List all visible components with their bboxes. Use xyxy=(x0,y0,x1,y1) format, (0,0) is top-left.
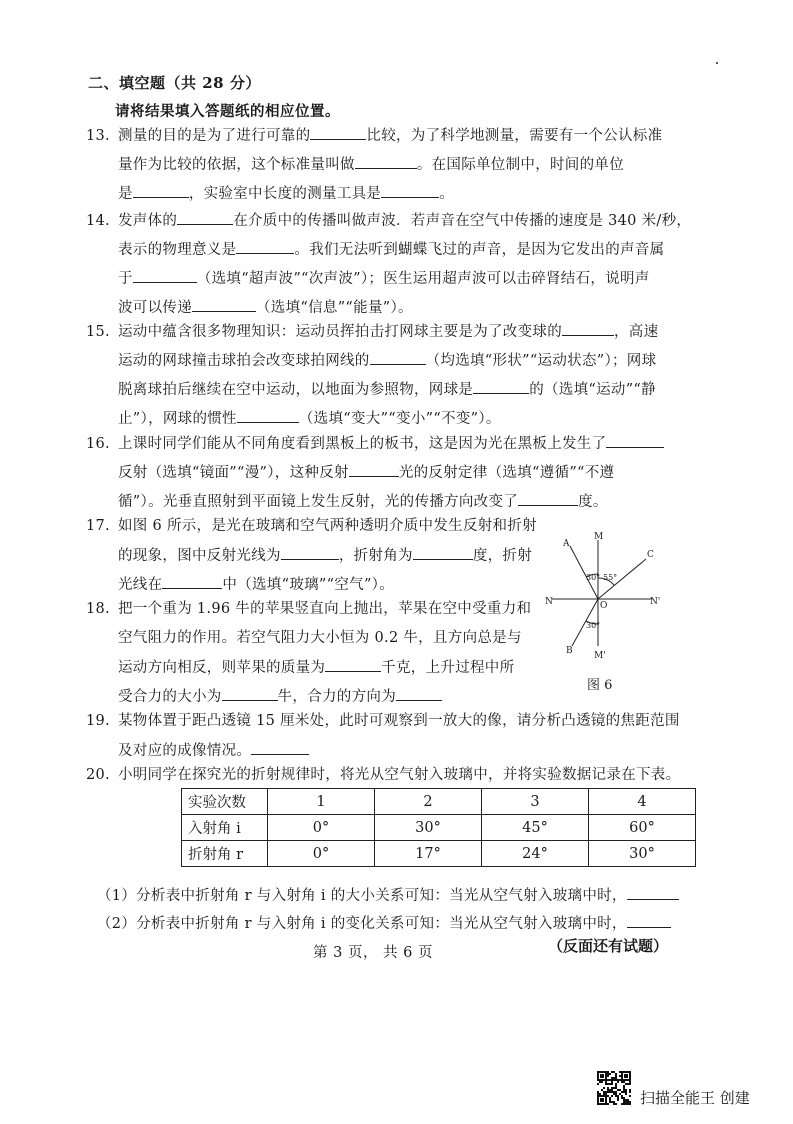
question-17 xyxy=(86,512,537,599)
question-text: 脱离球拍后继续在空中运动，以地面为参照物，网球是 xyxy=(118,382,474,398)
answer-blank xyxy=(396,682,442,701)
continued-note: （反面还有试题） xyxy=(548,937,669,955)
question-text: 运动的网球撞击球拍会改变球拍网线的 xyxy=(118,353,370,369)
question-text: （选填“超声波”“次声波”）；医生运用超声波可以击碎肾结石，说明声 xyxy=(196,271,650,287)
data-table xyxy=(181,788,696,867)
question-13 xyxy=(86,121,663,208)
table-row xyxy=(182,815,696,841)
qr-code-icon xyxy=(597,1071,631,1105)
question-line xyxy=(118,624,531,653)
answer-blank xyxy=(381,179,439,198)
question-text: 止”），网球的惯性 xyxy=(118,411,237,427)
answer-blank xyxy=(370,346,426,365)
scan-speck xyxy=(716,62,718,64)
answer-blank xyxy=(562,317,614,336)
sub-question-text: （1）分析表中折射角 r 与入射角 i 的大小关系可知：当光从空气射入玻璃中时， xyxy=(97,888,627,904)
question-text: ，高速 xyxy=(614,324,659,340)
question-line xyxy=(118,653,531,682)
page-number: 第 3 页， 共 6 页 xyxy=(313,945,433,961)
angle-label-3: 30° xyxy=(586,621,601,630)
question-number: 19. xyxy=(86,713,110,729)
figure-caption: 图 6 xyxy=(587,678,613,693)
question-number: 18. xyxy=(86,601,110,617)
answer-blank xyxy=(627,881,679,900)
question-text: 表示的物理意义是 xyxy=(118,242,237,258)
section-instruction: 请将结果填入答题纸的相应位置。 xyxy=(115,103,340,120)
question-number: 13. xyxy=(86,128,110,144)
answer-blank xyxy=(251,736,309,755)
answer-blank xyxy=(325,653,381,672)
question-text: 。 xyxy=(439,186,455,202)
question-text: 的（选填“运动”“静 xyxy=(529,382,656,398)
answer-blank xyxy=(355,150,417,169)
question-line xyxy=(118,541,537,570)
label-m-prime: M' xyxy=(594,651,606,661)
label-m: M xyxy=(594,532,604,542)
question-20 xyxy=(86,761,681,790)
question-text: 于 xyxy=(118,271,133,287)
table-cell: 3 xyxy=(482,789,589,815)
answer-blank xyxy=(627,909,671,928)
table-cell: 0° xyxy=(268,815,375,841)
question-line xyxy=(118,235,691,264)
question-line xyxy=(118,264,691,293)
answer-blank xyxy=(192,293,256,312)
question-text: 是 xyxy=(118,186,133,202)
question-line xyxy=(86,121,663,150)
label-c: C xyxy=(647,550,654,560)
question-line xyxy=(118,375,658,404)
table-row xyxy=(182,841,696,867)
question-text: 光线在 xyxy=(118,577,163,593)
answer-blank xyxy=(222,682,278,701)
table-cell: 1 xyxy=(268,789,375,815)
question-line xyxy=(86,512,537,541)
table-cell: 4 xyxy=(589,789,696,815)
answer-blank xyxy=(133,264,197,283)
question-text: 空气阻力的作用。若空气阻力大小恒为 0.2 牛，且方向总是与 xyxy=(118,630,522,646)
sub-question-2 xyxy=(97,909,671,938)
label-b: B xyxy=(566,646,573,656)
question-16 xyxy=(86,429,664,516)
question-text: 中（选填“玻璃”“空气”）。 xyxy=(222,577,395,593)
question-text: 牛，合力的方向为 xyxy=(277,689,397,705)
question-18 xyxy=(86,595,532,711)
label-o: O xyxy=(600,601,608,611)
answer-blank xyxy=(236,235,294,254)
table-cell: 24° xyxy=(482,841,589,867)
table-cell: 30° xyxy=(375,815,482,841)
table-row-header: 实验次数 xyxy=(182,789,268,815)
question-text: 如图 6 所示，是光在玻璃和空气两种透明介质中发生反射和折射 xyxy=(118,518,537,534)
question-text: 度，折射 xyxy=(472,548,533,564)
question-text: 。我们无法听到蝴蝶飞过的声音，是因为它发出的声音属 xyxy=(294,242,665,258)
answer-blank xyxy=(473,375,529,394)
question-number: 16. xyxy=(86,436,110,452)
scanner-watermark: 扫描全能王 创建 xyxy=(640,1089,750,1107)
table-cell: 45° xyxy=(482,815,589,841)
answer-blank xyxy=(177,206,233,225)
question-text: 上课时同学们能从不同角度看到黑板上的板书，这是因为光在黑板上发生了 xyxy=(118,436,607,452)
question-text: 量作为比较的依据，这个标准量叫做 xyxy=(118,157,355,173)
question-text: 及对应的成像情况。 xyxy=(118,743,252,759)
question-line xyxy=(86,707,680,736)
question-text: 比较，为了科学地测量，需要有一个公认标准 xyxy=(366,128,663,144)
label-n: N xyxy=(545,597,553,607)
question-text: ，折射角为 xyxy=(338,548,413,564)
question-text: 。在国际单位制中，时间的单位 xyxy=(416,157,625,173)
label-a: A xyxy=(563,539,570,549)
angle-label-2: 55° xyxy=(603,573,618,582)
answer-blank xyxy=(162,570,222,589)
answer-blank xyxy=(413,541,473,560)
question-line xyxy=(86,761,681,790)
answer-blank xyxy=(518,487,578,506)
question-text: 运动方向相反，则苹果的质量为 xyxy=(118,660,326,676)
question-text: 波可以传递 xyxy=(118,300,192,316)
table-row-header: 折射角 r xyxy=(182,841,268,867)
label-n-prime: N' xyxy=(650,597,661,607)
table-row xyxy=(182,789,696,815)
question-text: 在介质中的传播叫做声波．若声音在空气中传播的速度是 340 米/秒， xyxy=(233,213,692,229)
table-row-header: 入射角 i xyxy=(182,815,268,841)
question-text: 发声体的 xyxy=(118,213,178,229)
question-text: （选填“变大”“变小”“不变”）。 xyxy=(298,411,501,427)
question-15 xyxy=(86,317,659,433)
sub-question-text: （2）分析表中折射角 r 与入射角 i 的变化关系可知：当光从空气射入玻璃中时， xyxy=(97,916,627,932)
question-line xyxy=(86,595,532,624)
table-cell: 60° xyxy=(589,815,696,841)
question-19 xyxy=(86,707,680,765)
answer-blank xyxy=(349,458,399,477)
question-text: （选填“信息”“能量”）。 xyxy=(256,300,413,316)
sub-question-1 xyxy=(97,881,679,910)
question-text: 把一个重为 1.96 牛的苹果竖直向上抛出，苹果在空中受重力和 xyxy=(118,601,532,617)
question-line xyxy=(118,150,662,179)
question-number: 20. xyxy=(86,767,110,783)
question-number: 15. xyxy=(86,324,110,340)
answer-blank xyxy=(606,429,664,448)
table-cell: 17° xyxy=(375,841,482,867)
question-line xyxy=(86,206,692,235)
question-text: 千克，上升过程中所 xyxy=(381,660,515,676)
table-cell: 0° xyxy=(268,841,375,867)
question-text: 某物体置于距凸透镜 15 厘米处，此时可观察到一放大的像，请分析凸透镜的焦距范围 xyxy=(118,713,680,729)
answer-blank xyxy=(310,121,366,140)
question-text: 度。 xyxy=(578,494,608,510)
table-cell: 2 xyxy=(375,789,482,815)
question-text: ，实验室中长度的测量工具是 xyxy=(188,186,382,202)
question-text: 测量的目的是为了进行可靠的 xyxy=(118,128,311,144)
question-text: 运动中蕴含很多物理知识：运动员挥拍击打网球主要是为了改变球的 xyxy=(118,324,562,340)
question-text: 受合力的大小为 xyxy=(118,689,222,705)
question-line xyxy=(118,346,658,375)
figure-6-diagram xyxy=(540,528,670,688)
question-text: 反射（选填“镜面”“漫”），这种反射 xyxy=(118,465,349,481)
question-text: 光的反射定律（选填“遵循”“不遵 xyxy=(398,465,615,481)
question-text: 小明同学在探究光的折射规律时，将光从空气射入玻璃中，并将实验数据记录在下表。 xyxy=(118,767,681,783)
question-number: 14. xyxy=(86,213,110,229)
question-14 xyxy=(86,206,692,322)
answer-blank xyxy=(133,179,189,198)
table-cell: 30° xyxy=(589,841,696,867)
answer-blank xyxy=(237,404,299,423)
question-line xyxy=(118,458,664,487)
question-text: 的现象，图中反射光线为 xyxy=(118,548,281,564)
answer-blank xyxy=(281,541,339,560)
section-title: 二、填空题（共 28 分） xyxy=(88,74,261,92)
question-text: 循”）。光垂直照射到平面镜上发生反射，光的传播方向改变了 xyxy=(118,494,519,510)
question-number: 17. xyxy=(86,518,110,534)
question-text: （均选填“形状”“运动状态”）；网球 xyxy=(425,353,657,369)
question-line xyxy=(86,429,664,458)
question-line xyxy=(86,317,659,346)
angle-label-1: 30° xyxy=(586,573,601,582)
question-line xyxy=(118,179,662,208)
